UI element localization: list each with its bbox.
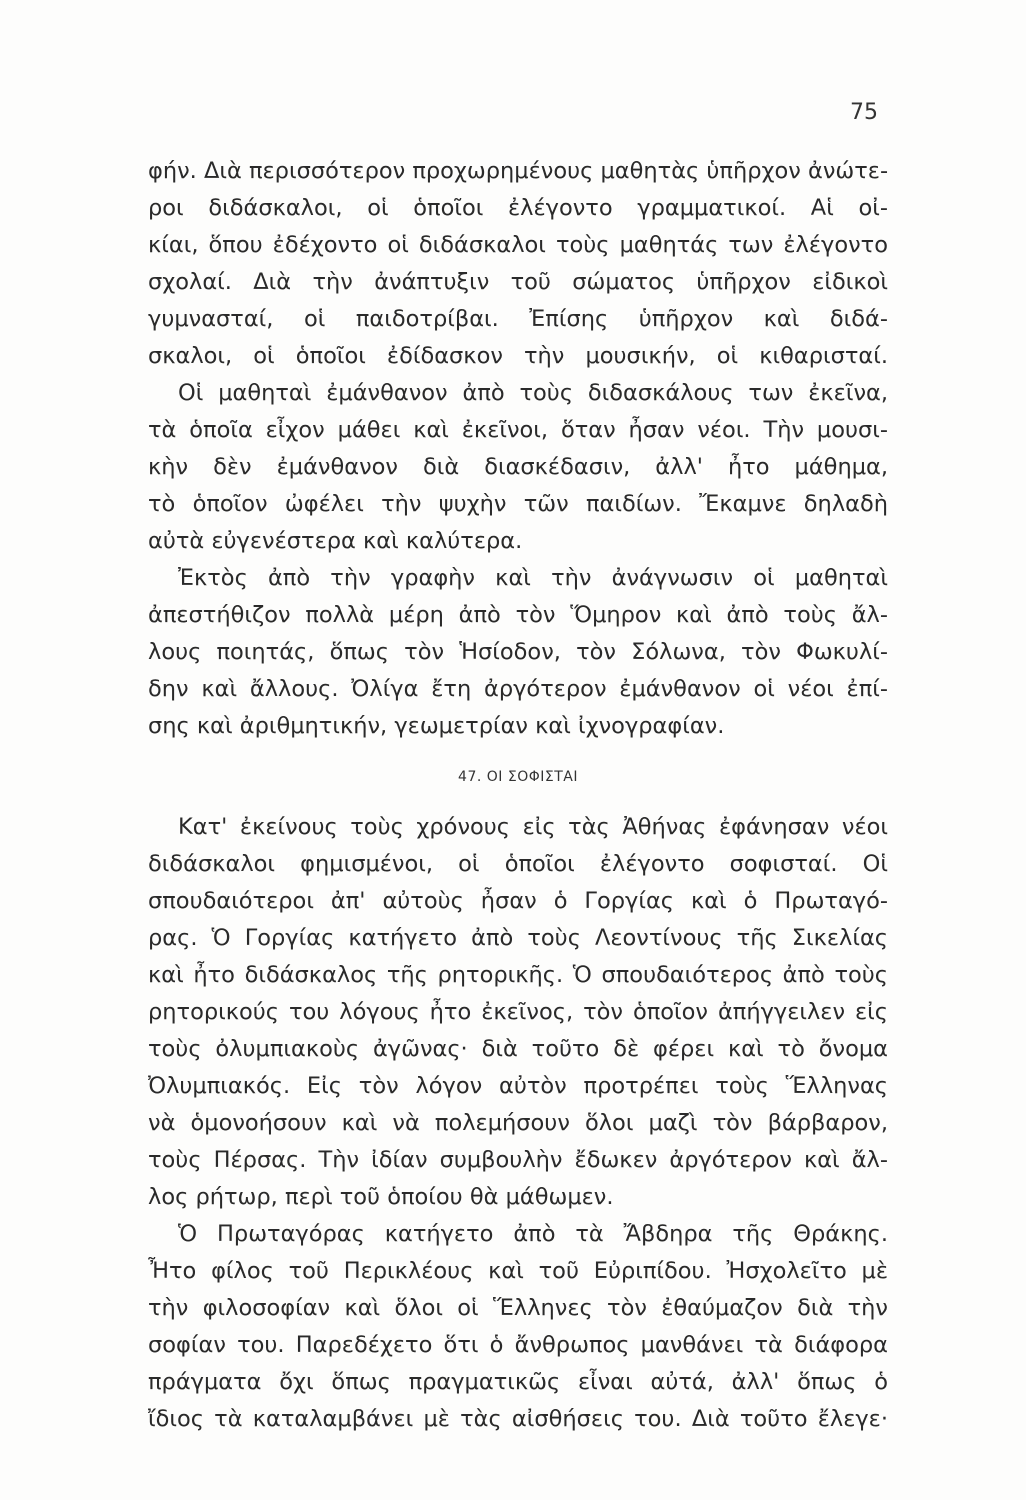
text-line: Ἦτο φίλος τοῦ Περικλέους καὶ τοῦ Εὐριπίδου. Ἠσχολεῖτο μὲ (148, 1258, 888, 1284)
text-line: Ὁ Πρωταγόρας κατήγετο ἀπὸ τὰ Ἄβδηρα τῆς Θράκης. (178, 1221, 888, 1247)
text-line: φήν. Διὰ περισσότερον προχωρημένους μαθητὰς ὑπῆρχον ἀνώτε- (148, 158, 889, 184)
text-line: τοὺς ὀλυμπιακοὺς ἀγῶνας· διὰ τοῦτο δὲ φέρει καὶ τὸ ὄνομα (148, 1036, 888, 1062)
text-line: Οἱ μαθηταὶ ἐμάνθανον ἀπὸ τοὺς διδασκάλους των ἐκεῖνα, (178, 380, 888, 406)
text-line: λος ρήτωρ, περὶ τοῦ ὁποίου θὰ μάθωμεν. (148, 1184, 614, 1210)
text-line: σοφίαν του. Παρεδέχετο ὅτι ὁ ἄνθρωπος μανθάνει τὰ διάφορα (148, 1332, 888, 1358)
text-line: σπουδαιότεροι ἀπ' αὐτοὺς ἦσαν ὁ Γοργίας καὶ ὁ Πρωταγό- (148, 888, 888, 914)
text-line: πράγματα ὄχι ὅπως πραγματικῶς εἶναι αὐτά, ἀλλ' ὅπως ὁ (148, 1369, 888, 1395)
text-line: τὴν φιλοσοφίαν καὶ ὅλοι οἱ Ἕλληνες τὸν ἐθαύμαζον διὰ τὴν (148, 1295, 888, 1321)
text-line: ροι διδάσκαλοι, οἱ ὁποῖοι ἐλέγοντο γραμματικοί. Αἱ οἰ- (148, 195, 888, 221)
text-line: Ὀλυμπιακός. Εἰς τὸν λόγον αὐτὸν προτρέπει τοὺς Ἕλληνας (148, 1073, 888, 1099)
text-line: τὰ ὁποῖα εἶχον μάθει καὶ ἐκεῖνοι, ὅταν ἦσαν νέοι. Τὴν μουσι- (148, 417, 888, 443)
text-line: καὶ ἦτο διδάσκαλος τῆς ρητορικῆς. Ὁ σπουδαιότερος ἀπὸ τοὺς (148, 962, 888, 988)
text-line: κὴν δὲν ἐμάνθανον διὰ διασκέδασιν, ἀλλ' ἦτο μάθημα, (148, 454, 888, 480)
text-line: σης καὶ ἀριθμητικήν, γεωμετρίαν καὶ ἰχνογραφίαν. (148, 713, 725, 739)
text-line: αὐτὰ εὐγενέστερα καὶ καλύτερα. (148, 528, 523, 554)
text-line: γυμνασταί, οἱ παιδοτρίβαι. Ἐπίσης ὑπῆρχον καὶ διδά- (148, 306, 888, 332)
text-line: ρητορικούς του λόγους ἦτο ἐκεῖνος, τὸν ὁποῖον ἀπήγγειλεν εἰς (148, 999, 888, 1025)
text-line: σχολαί. Διὰ τὴν ἀνάπτυξιν τοῦ σώματος ὑπῆρχον εἰδικοὶ (148, 269, 888, 295)
text-line: ρας. Ὁ Γοργίας κατήγετο ἀπὸ τοὺς Λεοντίνους τῆς Σικελίας (148, 925, 888, 951)
text-line: Κατ' ἐκείνους τοὺς χρόνους εἰς τὰς Ἀθήνας ἐφάνησαν νέοι (178, 814, 888, 840)
text-line: κίαι, ὅπου ἐδέχοντο οἱ διδάσκαλοι τοὺς μαθητάς των ἐλέγοντο (148, 232, 888, 258)
text-line: δην καὶ ἄλλους. Ὀλίγα ἔτη ἀργότερον ἐμάνθανον οἱ νέοι ἐπί- (148, 676, 888, 702)
page-number: 75 (850, 100, 878, 125)
text-line: λους ποιητάς, ὅπως τὸν Ἡσίοδον, τὸν Σόλωνα, τὸν Φωκυλί- (148, 639, 888, 665)
text-line: Ἐκτὸς ἀπὸ τὴν γραφὴν καὶ τὴν ἀνάγνωσιν οἱ μαθηταὶ (178, 565, 888, 591)
text-line: τοὺς Πέρσας. Τὴν ἰδίαν συμβουλὴν ἔδωκεν ἀργότερον καὶ ἄλ- (148, 1147, 888, 1173)
text-line: ἀπεστήθιζον πολλὰ μέρη ἀπὸ τὸν Ὅμηρον καὶ ἀπὸ τοὺς ἄλ- (148, 602, 888, 628)
body-text (148, 153, 888, 1438)
text-line: τὸ ὁποῖον ὠφέλει τὴν ψυχὴν τῶν παιδίων. Ἔκαμνε δηλαδὴ (148, 491, 888, 517)
text-line: ἴδιος τὰ καταλαμβάνει μὲ τὰς αἰσθήσεις του. Διὰ τοῦτο ἔλεγε· (148, 1406, 888, 1432)
text-line: νὰ ὁμονοήσουν καὶ νὰ πολεμήσουν ὅλοι μαζὶ τὸν βάρβαρον, (148, 1110, 888, 1136)
text-line: διδάσκαλοι φημισμένοι, οἱ ὁποῖοι ἐλέγοντο σοφισταί. Οἱ (148, 851, 888, 877)
text-line: σκαλοι, οἱ ὁποῖοι ἐδίδασκον τὴν μουσικήν, οἱ κιθαρισταί. (148, 343, 888, 369)
section-heading: 47. ΟΙ ΣΟΦΙΣΤΑΙ (458, 769, 578, 785)
